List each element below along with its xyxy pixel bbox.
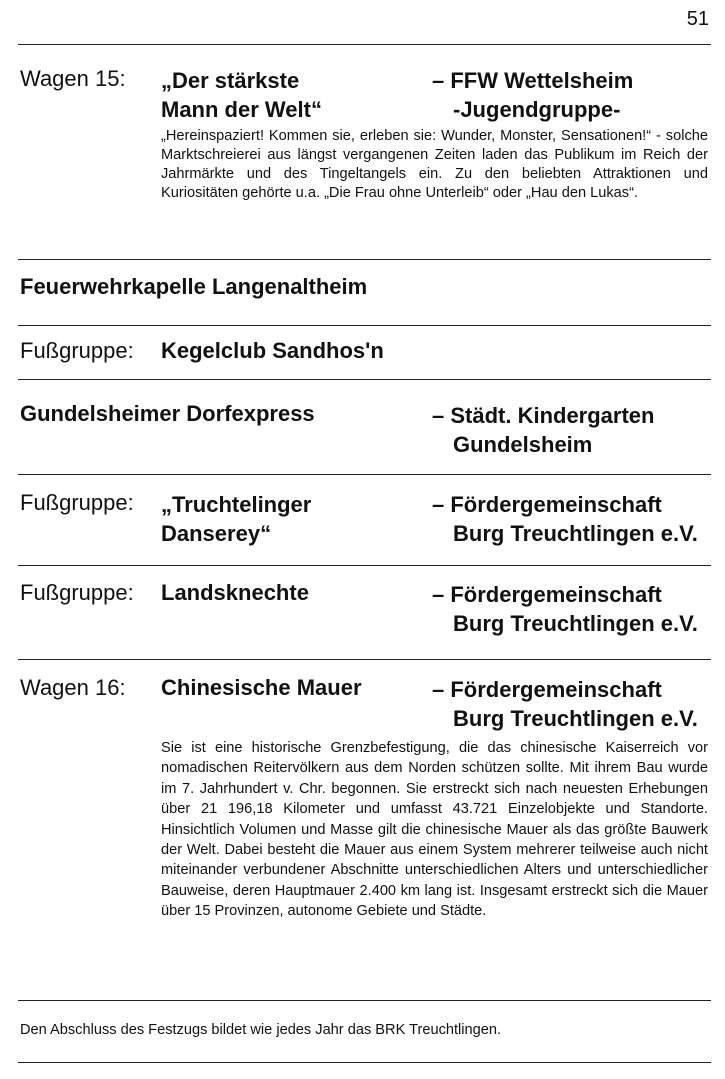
divider <box>18 474 711 475</box>
entry-organization <box>432 675 698 733</box>
entry-title: Landsknechte <box>161 580 309 605</box>
divider <box>18 1000 711 1001</box>
entry-organization-line: Burg Treuchtlingen e.V. <box>453 611 698 636</box>
entry-organization-line: Burg Treuchtlingen e.V. <box>453 521 698 546</box>
divider <box>18 44 711 45</box>
entry-title: Chinesische Mauer <box>161 675 362 700</box>
entry-organization-line: Burg Treuchtlingen e.V. <box>453 706 698 731</box>
closing-note: Den Abschluss des Festzugs bildet wie jedes Jahr das BRK Treuchtlingen. <box>20 1022 502 1038</box>
entry-description: Sie ist eine historische Grenzbefestigung, die das chinesische Kaiserreich vor nomadischen Reitervölkern aus dem Norden schützen sollte. Mit ihrem Bau wurde im 7. Jahrhundert v. Chr. begonnen. Sie erstreckt sich nach neuesten Erhebungen über 21 196,18 Kilometer und umfasst 43.721 Einzelobjekte und Standorte. Hinsichtlich Volumen und Masse gilt die chinesische Mauer als das größte Bauwerk der Welt. Dabei besteht die Mauer aus einem System mehrerer teilweise auch nicht miteinander verbundener Abschnitte unterschiedlichen Alters und unterschiedlicher Bauweise, deren Hauptmauer 2.400 km lang ist. Insgesamt erstreckt sich die Mauer über 15 Provinzen, autonome Gebiete und Städte. <box>161 740 708 920</box>
entry-organization <box>432 490 698 548</box>
entry-title-line: Mann der Welt“ <box>161 97 322 122</box>
divider <box>18 565 711 566</box>
entry-title-line: Danserey“ <box>161 521 272 546</box>
entry-label: Fußgruppe: <box>20 338 134 363</box>
entry-organization-line: -Jugendgruppe- <box>453 97 621 122</box>
entry-title-line: „Truchtelinger <box>161 492 312 517</box>
entry-organization <box>432 580 698 638</box>
entry-organization <box>432 401 654 459</box>
page-number: 51 <box>686 8 709 30</box>
entry-title <box>161 490 311 548</box>
entry-organization-line: – FFW Wettelsheim <box>432 68 634 93</box>
entry-organization-line: – Städt. Kindergarten <box>432 403 655 428</box>
entry-title: Feuerwehrkapelle Langenaltheim <box>20 274 368 299</box>
entry-title <box>161 66 322 124</box>
entry-title-line: „Der stärkste <box>161 68 300 93</box>
entry-label: Fußgruppe: <box>20 490 134 515</box>
entry-title: Kegelclub Sandhos'n <box>161 338 384 363</box>
entry-description: „Hereinspaziert! Kommen sie, erleben sie: Wunder, Monster, Sensationen!“ - solche Marktschreierei aus längst vergangenen Zeiten laden das Publikum im Reich der Jahrmärkte und des Tingeltangels ein. Zu den beliebten Attraktionen und Kuriositäten gehörte u.a. „Die Frau ohne Unterleib“ oder „Hau den Lukas“. <box>161 128 708 201</box>
entry-label: Wagen 15: <box>20 66 126 91</box>
entry-organization-line: – Fördergemeinschaft <box>432 582 662 607</box>
divider <box>18 325 711 326</box>
divider <box>18 1062 711 1063</box>
divider <box>18 259 711 260</box>
entry-organization <box>432 66 633 124</box>
entry-organization-line: – Fördergemeinschaft <box>432 677 662 702</box>
entry-label: Wagen 16: <box>20 675 126 700</box>
entry-title: Gundelsheimer Dorfexpress <box>20 401 315 426</box>
entry-organization-line: – Fördergemeinschaft <box>432 492 662 517</box>
divider <box>18 379 711 380</box>
entry-label: Fußgruppe: <box>20 580 134 605</box>
entry-organization-line: Gundelsheim <box>453 432 593 457</box>
divider <box>18 659 711 660</box>
